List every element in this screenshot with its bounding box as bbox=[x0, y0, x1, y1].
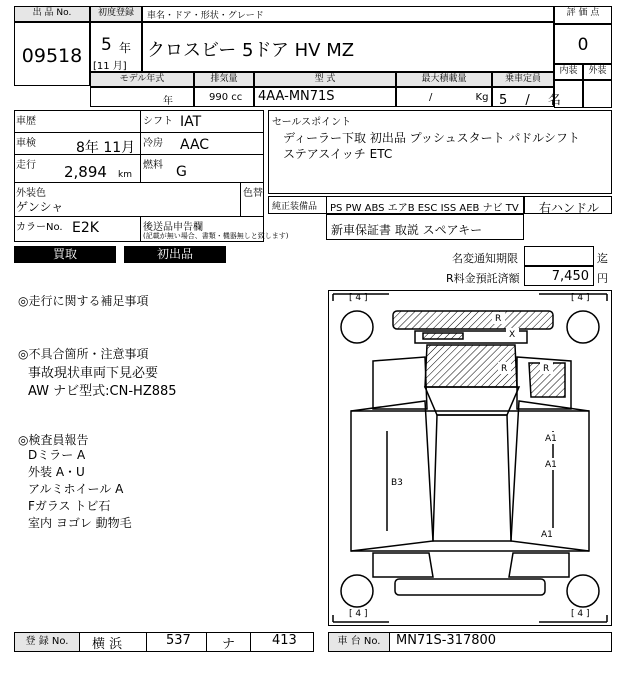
damage-mark: A1 bbox=[545, 460, 557, 470]
defect-line-1: 事故現状車両下見必要 bbox=[28, 366, 159, 381]
model-year-label: モデル年式 bbox=[90, 72, 194, 87]
score-box bbox=[554, 24, 612, 64]
ac-label: 冷房 bbox=[143, 138, 163, 149]
warranty-box bbox=[326, 214, 524, 240]
registration-city: 横 浜 bbox=[92, 637, 123, 652]
declaration-note: (記載が無い場合、書類・機器無しと致します) bbox=[143, 232, 289, 240]
first-registration-box bbox=[90, 22, 142, 72]
displacement-cell bbox=[194, 87, 254, 107]
inspector-line: アルミホイール A bbox=[28, 482, 124, 496]
inspector-line: Dミラー A bbox=[28, 448, 86, 462]
car-name-box bbox=[142, 22, 554, 72]
damage-mark: X bbox=[509, 330, 516, 340]
buy-tag: 買取 bbox=[14, 246, 116, 263]
tire-tread-label: [ 4 ] bbox=[349, 293, 368, 303]
mileage-label: 走行 bbox=[16, 160, 36, 171]
inspector-line: 外装 A・U bbox=[28, 465, 85, 479]
tire-tread-label: [ 4 ] bbox=[571, 293, 590, 303]
exterior-color-value: ゲンシャ bbox=[16, 200, 64, 214]
inspector-line: 室内 ヨゴレ 動物毛 bbox=[28, 516, 132, 530]
shift-label: シフト bbox=[143, 116, 173, 127]
chassis-label: 車 台 No. bbox=[328, 632, 390, 652]
inspection-label: 車検 bbox=[16, 138, 36, 149]
recycle-fee-value: 7,450 bbox=[551, 269, 589, 284]
max-load-label: 最大積載量 bbox=[396, 72, 492, 87]
shift-value: IAT bbox=[180, 114, 202, 130]
defect-remarks-title: ◎不具合箇所・注意事項 bbox=[18, 347, 149, 361]
ac-value: AAC bbox=[180, 137, 210, 153]
sales-point-label: セールスポイント bbox=[272, 117, 352, 128]
type-cell bbox=[254, 87, 396, 107]
equipment-label: 純正装備品 bbox=[272, 202, 318, 212]
recycle-fee-unit: 円 bbox=[597, 272, 608, 285]
exterior-score-label: 外装 bbox=[583, 64, 612, 80]
mileage-unit: km bbox=[118, 170, 132, 180]
registration-month: [11 月] bbox=[93, 61, 127, 72]
tire-tread-label: [ 4 ] bbox=[571, 609, 590, 619]
car-name: クロスビー 5ドア HV MZ bbox=[147, 40, 355, 61]
capacity-label: 乗車定員 bbox=[492, 72, 554, 87]
inspector-line: Fガラス トビ石 bbox=[28, 499, 111, 513]
registration-number: 413 bbox=[272, 633, 297, 648]
sales-point-box bbox=[268, 110, 612, 194]
registration-class: 537 bbox=[166, 633, 191, 648]
cancel-deadline-label: 名変通知期限 bbox=[452, 252, 518, 265]
car-diagram bbox=[328, 290, 612, 626]
first-listing-tag: 初出品 bbox=[124, 246, 226, 263]
car-name-label: 車名・ドア・形状・グレード bbox=[147, 11, 264, 21]
steering-value: 右ハンドル bbox=[539, 201, 600, 215]
exterior-score bbox=[583, 80, 612, 108]
history-label: 車歴 bbox=[16, 116, 36, 127]
type-label: 型 式 bbox=[254, 72, 396, 87]
declaration-label: 後送品申告欄 bbox=[143, 222, 203, 233]
score-label: 評 価 点 bbox=[554, 6, 612, 24]
driving-remarks-title: ◎走行に関する補足事項 bbox=[18, 294, 149, 308]
sales-point-line1: ディーラー下取 初出品 プッシュスタート パドルシフト bbox=[283, 131, 580, 145]
steering-box bbox=[524, 196, 612, 214]
damage-mark: A1 bbox=[541, 530, 553, 540]
displacement-label: 排気量 bbox=[194, 72, 254, 87]
damage-mark: R bbox=[495, 314, 502, 324]
capacity-value: 5 / 名 bbox=[499, 93, 561, 108]
color-number-label: カラーNo. bbox=[16, 222, 63, 233]
registration-year: 5 bbox=[101, 35, 112, 55]
chassis-number: MN71S-317800 bbox=[396, 633, 497, 648]
mileage-value: 2,894 bbox=[64, 163, 107, 181]
equipment-value: PS PW ABS エアB ESC ISS AEB ナビ TV bbox=[330, 203, 519, 214]
tire-tread-label: [ 4 ] bbox=[349, 609, 368, 619]
fuel-value: G bbox=[176, 164, 187, 180]
interior-score-label: 内装 bbox=[554, 64, 583, 80]
color-change-label: 色替 bbox=[243, 188, 263, 199]
registration-year-unit: 年 bbox=[119, 41, 132, 55]
max-load-value: / Kg bbox=[429, 92, 489, 103]
max-load-cell bbox=[396, 87, 492, 107]
capacity-cell bbox=[492, 87, 561, 108]
sales-point-line2: ステアスイッチ ETC bbox=[283, 147, 393, 161]
damage-mark: R bbox=[501, 364, 508, 374]
lot-number: 09518 bbox=[21, 45, 83, 67]
displacement-value: 990 cc bbox=[209, 92, 243, 103]
type-value: 4AA-MN71S bbox=[258, 89, 335, 104]
registration-label: 登 録 No. bbox=[14, 632, 80, 652]
exterior-color-label: 外装色 bbox=[16, 188, 46, 199]
car-diagram-svg bbox=[329, 291, 611, 625]
warranty-value: 新車保証書 取説 スペアキー bbox=[331, 223, 483, 237]
inspection-value: 8年 11月 bbox=[76, 140, 136, 156]
inspector-report-title: ◎検査員報告 bbox=[18, 433, 89, 447]
recycle-fee-label: R料金預託済額 bbox=[446, 272, 520, 285]
car-name-header bbox=[142, 6, 554, 22]
lot-number-box bbox=[14, 22, 90, 86]
recycle-fee-box bbox=[524, 266, 594, 286]
model-year-value: 年 bbox=[163, 96, 173, 107]
model-year-cell bbox=[90, 87, 194, 107]
lot-number-label: 出 品 No. bbox=[14, 6, 90, 22]
score: 0 bbox=[577, 35, 589, 55]
damage-mark: A1 bbox=[545, 434, 557, 444]
defect-line-2: AW ナビ型式:CN-HZ885 bbox=[28, 384, 177, 399]
cancel-deadline-unit: 迄 bbox=[597, 252, 608, 265]
cancel-deadline-box bbox=[524, 246, 594, 266]
first-registration-label: 初度登録 bbox=[90, 6, 142, 22]
damage-mark: B3 bbox=[391, 478, 403, 488]
registration-kana: ナ bbox=[222, 637, 236, 652]
fuel-label: 燃料 bbox=[143, 160, 163, 171]
color-number-value: E2K bbox=[72, 220, 99, 236]
damage-mark: R bbox=[543, 364, 550, 374]
